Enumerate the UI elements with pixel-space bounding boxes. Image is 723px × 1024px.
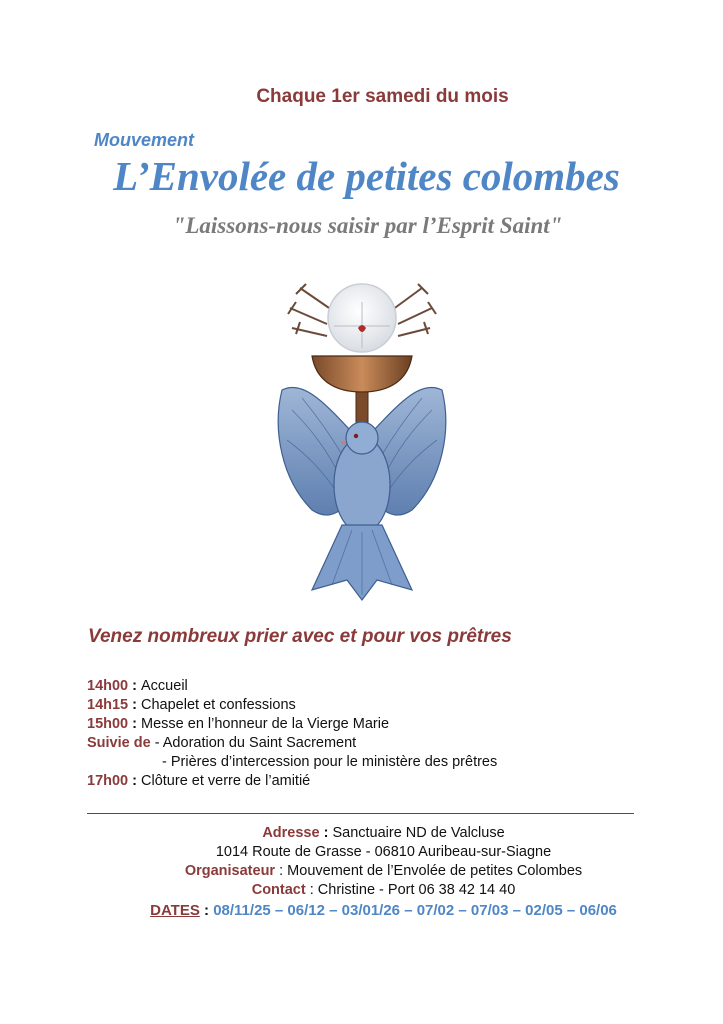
contact-value: Christine - Port 06 38 42 14 40 <box>317 882 516 898</box>
dates-value: 08/11/25 – 06/12 – 03/01/26 – 07/02 – 07/03 – 02/05 – 06/06 <box>213 902 617 919</box>
page-title: L’Envolée de petites colombes <box>113 153 620 199</box>
organizer-label: Organisateur <box>184 863 276 879</box>
address-sep: : <box>319 825 333 841</box>
invitation-heading: Venez nombreux prier avec et pour vos prêtres <box>88 626 512 647</box>
program-item <box>87 677 188 696</box>
program-text: Clôture et verre de l’amitié <box>141 773 311 789</box>
address-value: Sanctuaire ND de Valcluse <box>332 825 505 841</box>
program-sep: : <box>128 678 142 694</box>
dates-line <box>0 901 723 920</box>
dates-label: DATES <box>150 902 200 919</box>
program-sep: : <box>128 716 142 732</box>
contact-label: Contact <box>251 882 306 898</box>
address-label: Adresse <box>262 825 320 841</box>
divider <box>87 813 634 814</box>
program-time: 14h00 <box>87 678 129 694</box>
program-sep: : <box>128 697 142 713</box>
movement-label: Mouvement <box>94 130 195 150</box>
dove-chalice-host-icon <box>272 280 452 602</box>
program-item <box>87 715 389 734</box>
dates-sep: : <box>199 902 214 919</box>
chalice-icon <box>312 356 412 392</box>
program-item <box>87 734 356 753</box>
program-time: 15h00 <box>87 716 129 732</box>
program-sep: - <box>150 735 163 751</box>
contact-sep: : <box>305 882 318 898</box>
organizer-value: Mouvement de l’Envolée de petites Colombes <box>287 863 583 879</box>
program-item <box>162 753 497 772</box>
address-line <box>0 824 723 843</box>
recurrence-heading: Chaque 1er samedi du mois <box>256 86 509 107</box>
address-line-2: 1014 Route de Grasse - 06810 Auribeau-sur-Siagne <box>215 844 552 860</box>
program-item <box>87 772 310 791</box>
program-text: Messe en l’honneur de la Vierge Marie <box>141 716 390 732</box>
motto: "Laissons-nous saisir par l’Esprit Saint" <box>172 213 563 238</box>
program-text: Adoration du Saint Sacrement <box>162 735 357 751</box>
program-sep: : <box>128 773 142 789</box>
organizer-sep: : <box>275 863 288 879</box>
contact-line <box>0 881 723 900</box>
program-text: - Prières d’intercession pour le ministère des prêtres <box>162 754 498 770</box>
organizer-line <box>0 862 723 881</box>
program-text: Accueil <box>141 678 188 694</box>
program-time: 17h00 <box>87 773 129 789</box>
program-text: Chapelet et confessions <box>141 697 296 713</box>
program-time: Suivie de <box>87 735 151 751</box>
program-item <box>87 696 296 715</box>
program-time: 14h15 <box>87 697 129 713</box>
